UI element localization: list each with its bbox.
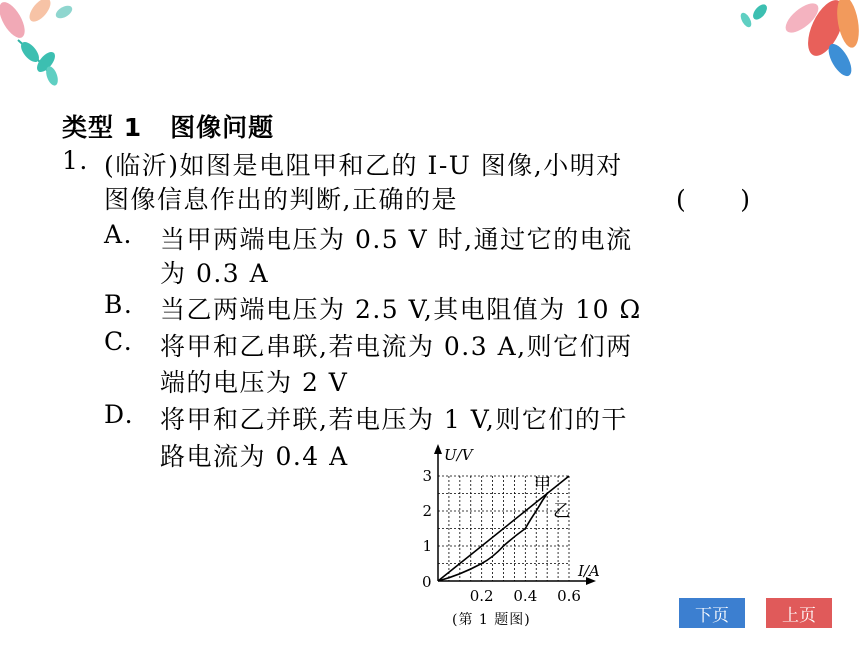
question-stem-line2: 图像信息作出的判断,正确的是 (104, 185, 458, 214)
x-tick-label: 0.2 (469, 587, 494, 605)
iu-chart (400, 440, 630, 610)
section-heading (62, 108, 274, 144)
question-number: 1. (62, 146, 89, 175)
x-tick-label: 0.6 (557, 587, 581, 605)
section-title: 图像问题 (170, 113, 275, 142)
series-label-jia: 甲 (534, 475, 552, 495)
y-tick-label: 3 (422, 467, 432, 485)
y-tick-label: 1 (422, 537, 432, 555)
prev-page-button[interactable]: 上页 (766, 598, 832, 628)
figure-caption: (第 1 题图) (452, 612, 531, 628)
option-d-label: D. (104, 400, 135, 429)
next-page-button[interactable]: 下页 (679, 598, 745, 628)
y-tick-label: 2 (422, 502, 432, 520)
option-b-label: B. (104, 290, 134, 319)
option-c-label: C. (104, 327, 134, 356)
option-a-text-line2: 为 0.3 A (160, 259, 270, 288)
origin-label: 0 (422, 573, 432, 591)
type-label: 类型 1 (62, 113, 143, 142)
decor-leaves-top-right-icon (730, 0, 860, 90)
y-axis-arrow-icon (434, 444, 442, 454)
answer-blank: ( ) (676, 185, 752, 214)
series-label-yi: 乙 (553, 501, 571, 522)
x-tick-label: 0.4 (513, 587, 538, 605)
option-b-text-line1: 当乙两端电压为 2.5 V,其电阻值为 10 Ω (160, 295, 642, 324)
x-axis-label: I/A (578, 562, 600, 580)
decor-leaves-top-left-icon (0, 0, 110, 90)
option-d-text-line2: 路电流为 0.4 A (160, 442, 349, 471)
y-axis-label: U/V (444, 446, 473, 464)
option-a-label: A. (104, 220, 134, 249)
option-c-text-line1: 将甲和乙串联,若电流为 0.3 A,则它们两 (160, 332, 633, 361)
option-c-text-line2: 端的电压为 2 V (160, 368, 349, 397)
option-d-text-line1: 将甲和乙并联,若电压为 1 V,则它们的干 (160, 405, 628, 434)
option-a-text-line1: 当甲两端电压为 0.5 V 时,通过它的电流 (160, 225, 633, 254)
question-stem-line1: (临沂)如图是电阻甲和乙的 I-U 图像,小明对 (104, 151, 623, 180)
